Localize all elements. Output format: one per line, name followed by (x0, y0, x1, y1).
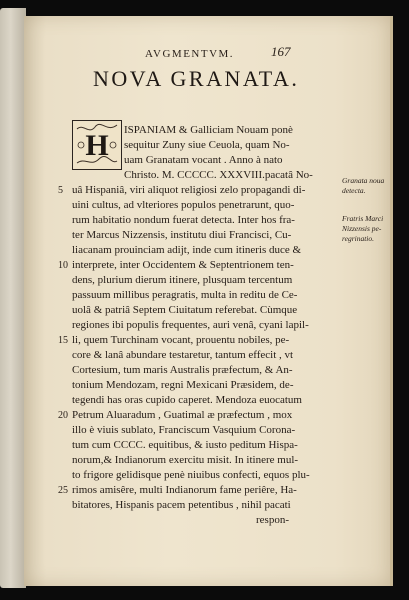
text-line: sequitur Zuny siue Ceuola, quam No- (124, 139, 290, 151)
line-number: 10 (58, 260, 68, 271)
text-line: ISPANIAM & Galliciam Nouam ponè (124, 124, 293, 136)
text-line: tonium Mendozam, regni Mexicani Præsidem, de- (72, 379, 294, 391)
text-line: core & lanâ abundare testaretur, tantum effecit , vt (72, 349, 294, 361)
chapter-title: NOVA GRANATA. (93, 66, 300, 91)
line-number: 25 (58, 485, 68, 496)
line-number: 20 (58, 410, 68, 421)
text-line: bitatores, Hispanis pacem petentibus , nihil pacati (72, 499, 291, 511)
text-line: tegendi has oras cupido caperet. Mendoza euocatum (72, 394, 302, 406)
margin-note-line: Fratris Marci (342, 214, 384, 223)
text-line: uâ Hispaniâ, viri aliquot religiosi zelo propagandi di- (72, 184, 306, 196)
text-line: ter Marcus Nizzensis, institutu diui Francisci, Cu- (72, 229, 292, 241)
drop-cap-letter: H (85, 129, 109, 162)
text-line: illo è viuis sublato, Franciscum Vasquium Corona- (72, 424, 296, 436)
margin-note-line: regrinatio. (342, 234, 375, 243)
text-line: interprete, inter Occidentem & Septentrionem ten- (72, 259, 294, 271)
line-number: 5 (58, 185, 63, 196)
ornament-icon (73, 121, 121, 169)
text-line: rimos amisêre, multi Indianorum fame periêre, Ha- (72, 484, 297, 496)
margin-note-line: detecta. (342, 186, 366, 195)
text-line: norum,& Indianorum exercitu misit. In itinere mul- (72, 454, 299, 466)
book-spine (0, 8, 26, 588)
text-line: regiones ibi populis frequentes, auri venâ, cyani lapil- (72, 319, 309, 331)
margin-note-line: Nizzensis pe- (342, 224, 382, 233)
text-line: tum cum CCCC. equitibus, & iusto peditum Hispa- (72, 439, 298, 451)
text-line: Christo. M. CCCCC. XXXVIII.pacatâ No- (124, 169, 313, 181)
text-line: rum habitatio nondum fuerat detecta. Inter hos fra- (72, 214, 295, 226)
text-line: Cortesium, tum maris Australis præfectum, & An- (72, 364, 293, 376)
catchword: respon- (256, 514, 289, 526)
page-number: 167 (271, 44, 291, 59)
text-line: passuum millibus peragratis, multa in reditu de Ce- (72, 289, 298, 301)
text-line: li, quem Turchinam vocant, prouentu nobiles, pe- (72, 334, 290, 346)
line-number: 15 (58, 335, 68, 346)
text-line: uini cultus, ad vlteriores populos penetrarunt, quo- (72, 199, 295, 211)
text-line: liacanam prouinciam adijt, inde cum itineris duce & (72, 244, 302, 256)
decorated-initial (72, 120, 122, 170)
margin-note-line: Granata noua (342, 176, 385, 185)
text-line: Petrum Aluaradum , Guatimal æ præfectum , mox (72, 409, 293, 421)
text-line: uam Granatam vocant . Anno à nato (124, 154, 283, 166)
text-line: uolâ & patriâ Septem Ciuitatum referebat. Cùmque (72, 304, 298, 316)
text-line: to frigore gelidisque penè niuibus confecti, equos plu- (72, 469, 310, 481)
running-head: AVGMENTVM. (145, 48, 235, 60)
text-line: dens, plurium dierum itinere, plusquam tercentum (72, 274, 293, 286)
